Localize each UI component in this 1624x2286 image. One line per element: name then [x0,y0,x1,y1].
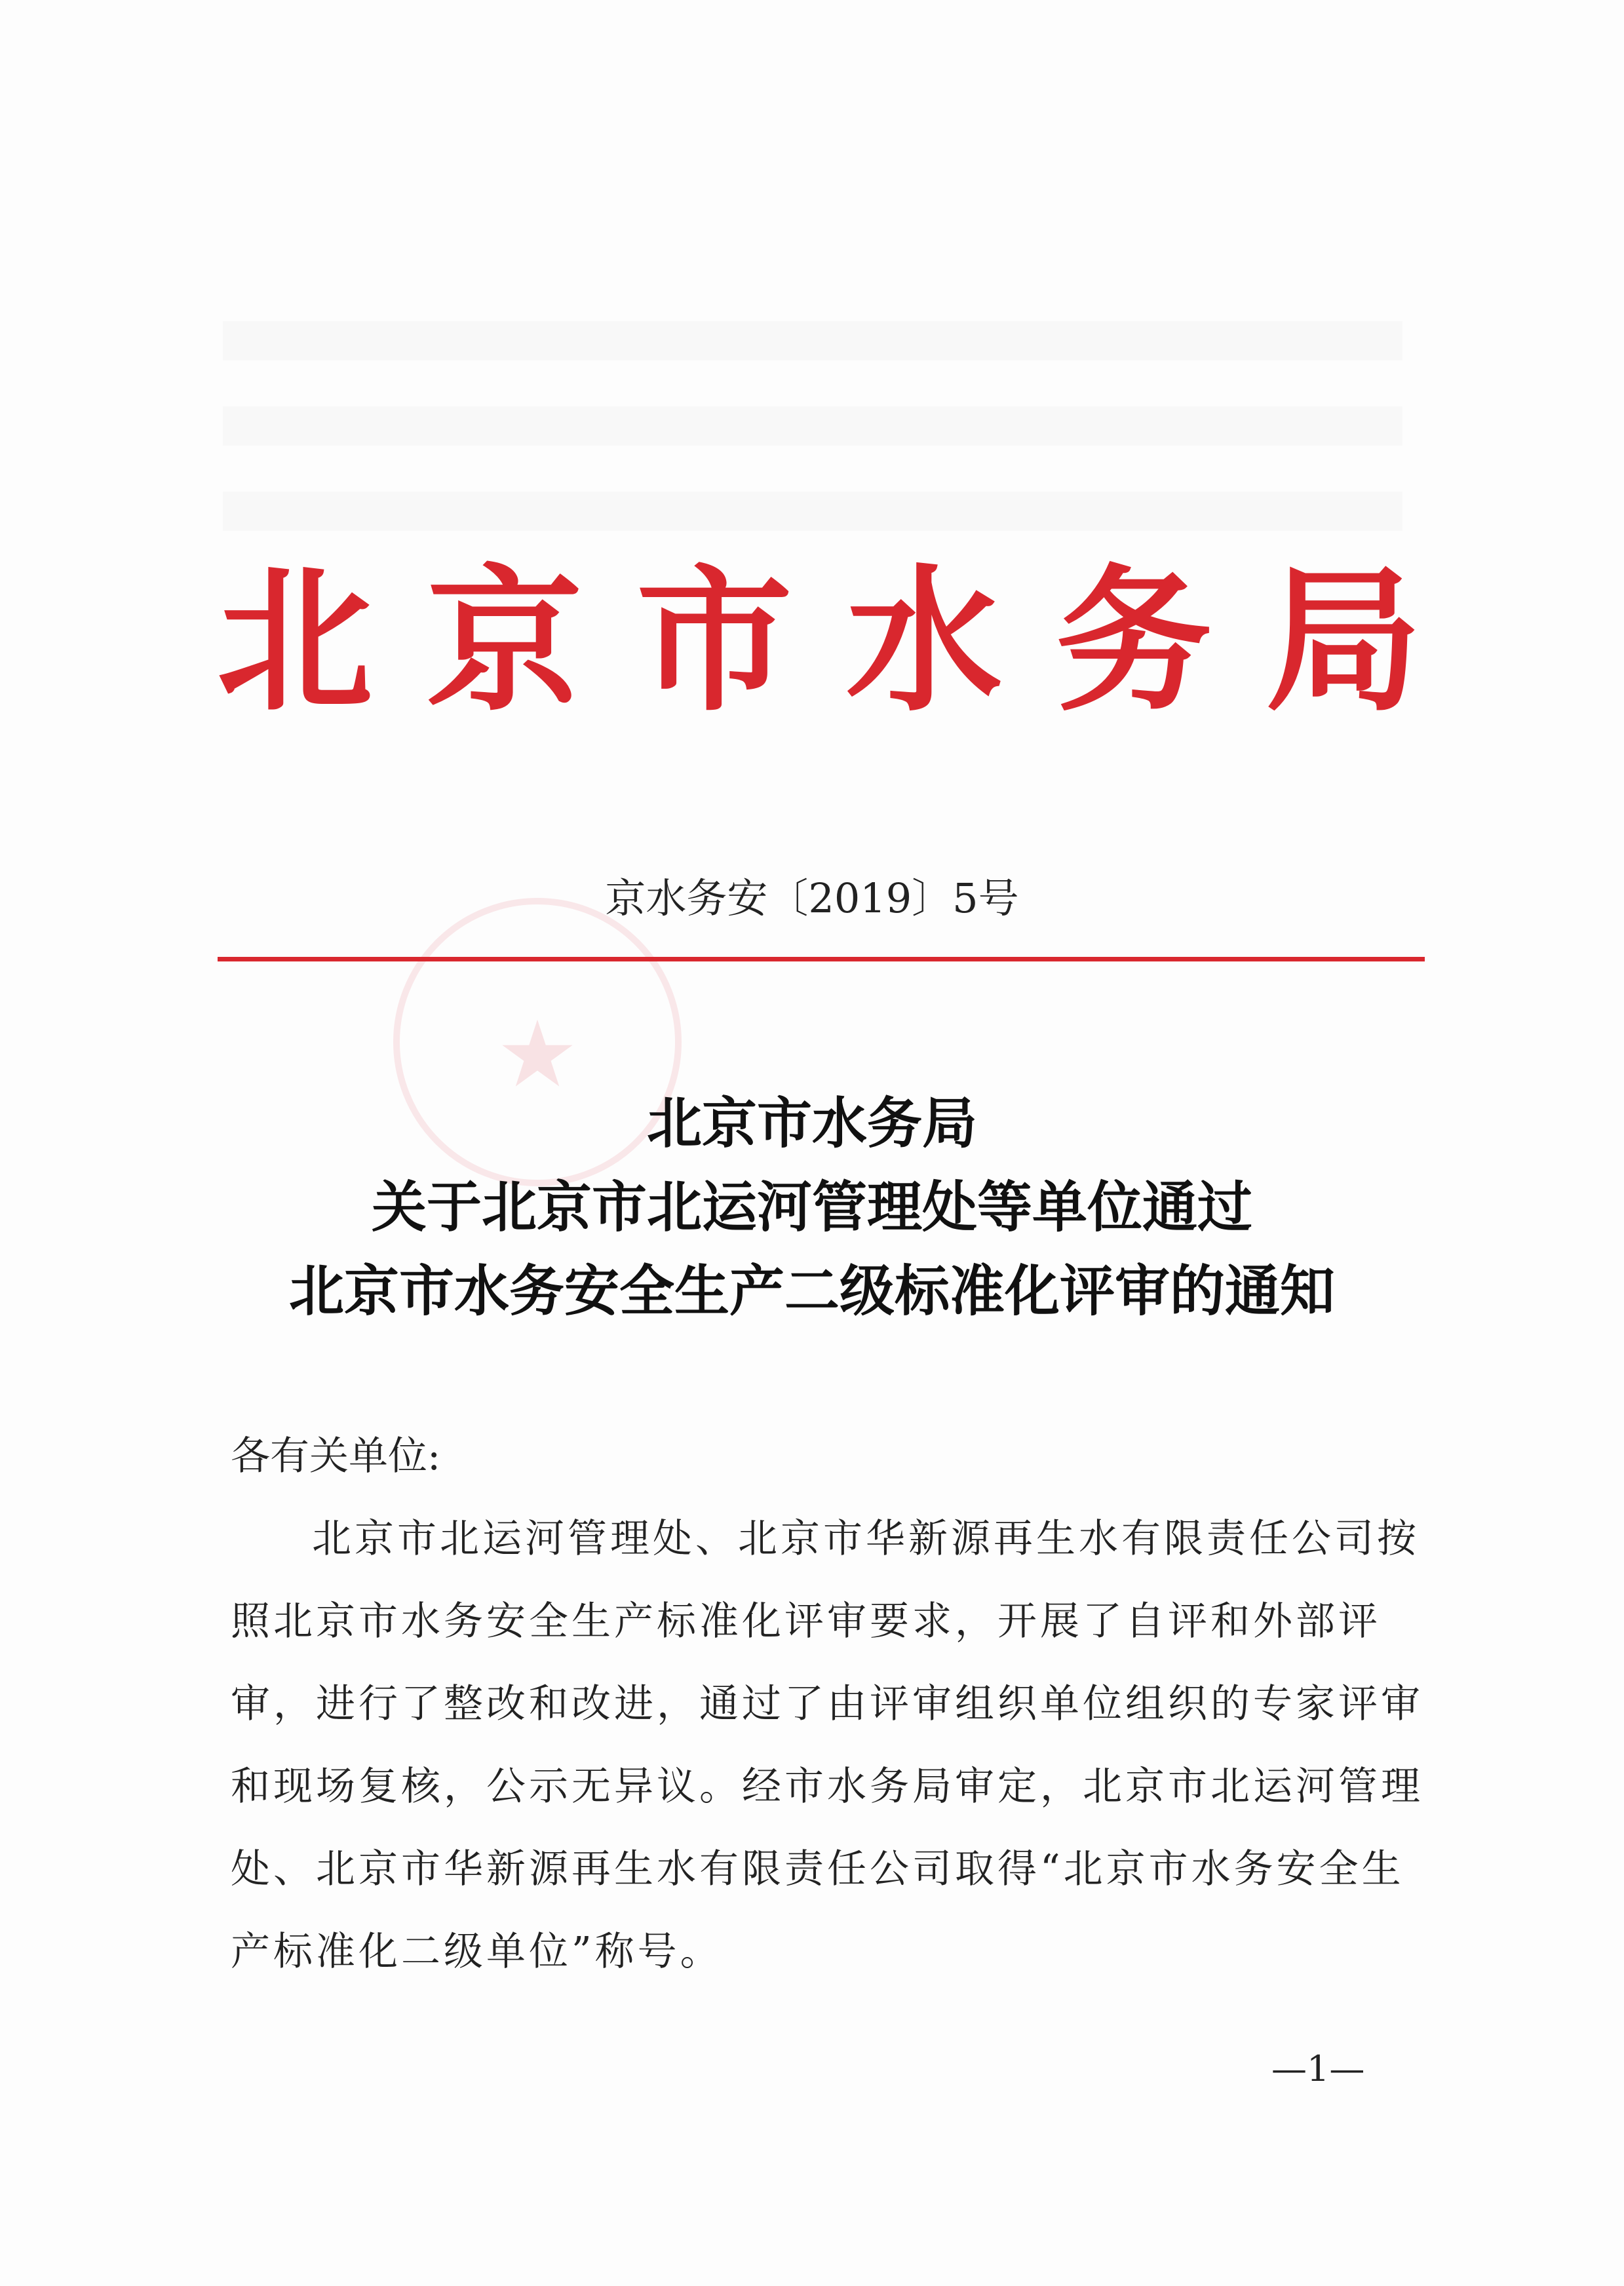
body-line: 产标准化二级单位”称号。 [231,1929,723,1975]
notice-title-line-1: 北京市水务局 [646,1091,977,1155]
page-number: —1— [1271,2048,1365,2089]
show-through-text [223,321,1402,537]
notice-title-line-2: 关于北京市北运河管理处等单位通过 [371,1175,1252,1239]
letterhead-char: 市 [636,550,792,733]
letterhead-char: 京 [427,550,583,733]
letterhead-title [216,550,1422,733]
salutation: 各有关单位: [231,1433,441,1479]
body-line: 北京市北运河管理处、北京市华新源再生水有限责任公司按 [312,1516,1420,1562]
document-number: 京水务安〔2019〕5号 [605,874,1019,922]
letterhead-char: 水 [846,550,1002,733]
body-line: 照北京市水务安全生产标准化评审要求，开展了自评和外部评 [231,1598,1381,1644]
letterhead-char: 北 [217,550,373,733]
body-line: 审，进行了整改和改进，通过了由评审组织单位组织的专家评审 [231,1681,1423,1727]
red-divider [218,957,1425,961]
notice-title-line-3: 北京市水务安全生产二级标准化评审的通知 [288,1259,1335,1323]
letterhead-char: 务 [1056,550,1212,733]
letterhead-char: 局 [1266,550,1421,733]
body-line: 处、北京市华新源再生水有限责任公司取得“北京市水务安全生 [231,1846,1404,1892]
body-line: 和现场复核，公示无异议。经市水务局审定，北京市北运河管理 [231,1764,1423,1810]
red-star-seal-icon: ★ [496,1001,579,1108]
